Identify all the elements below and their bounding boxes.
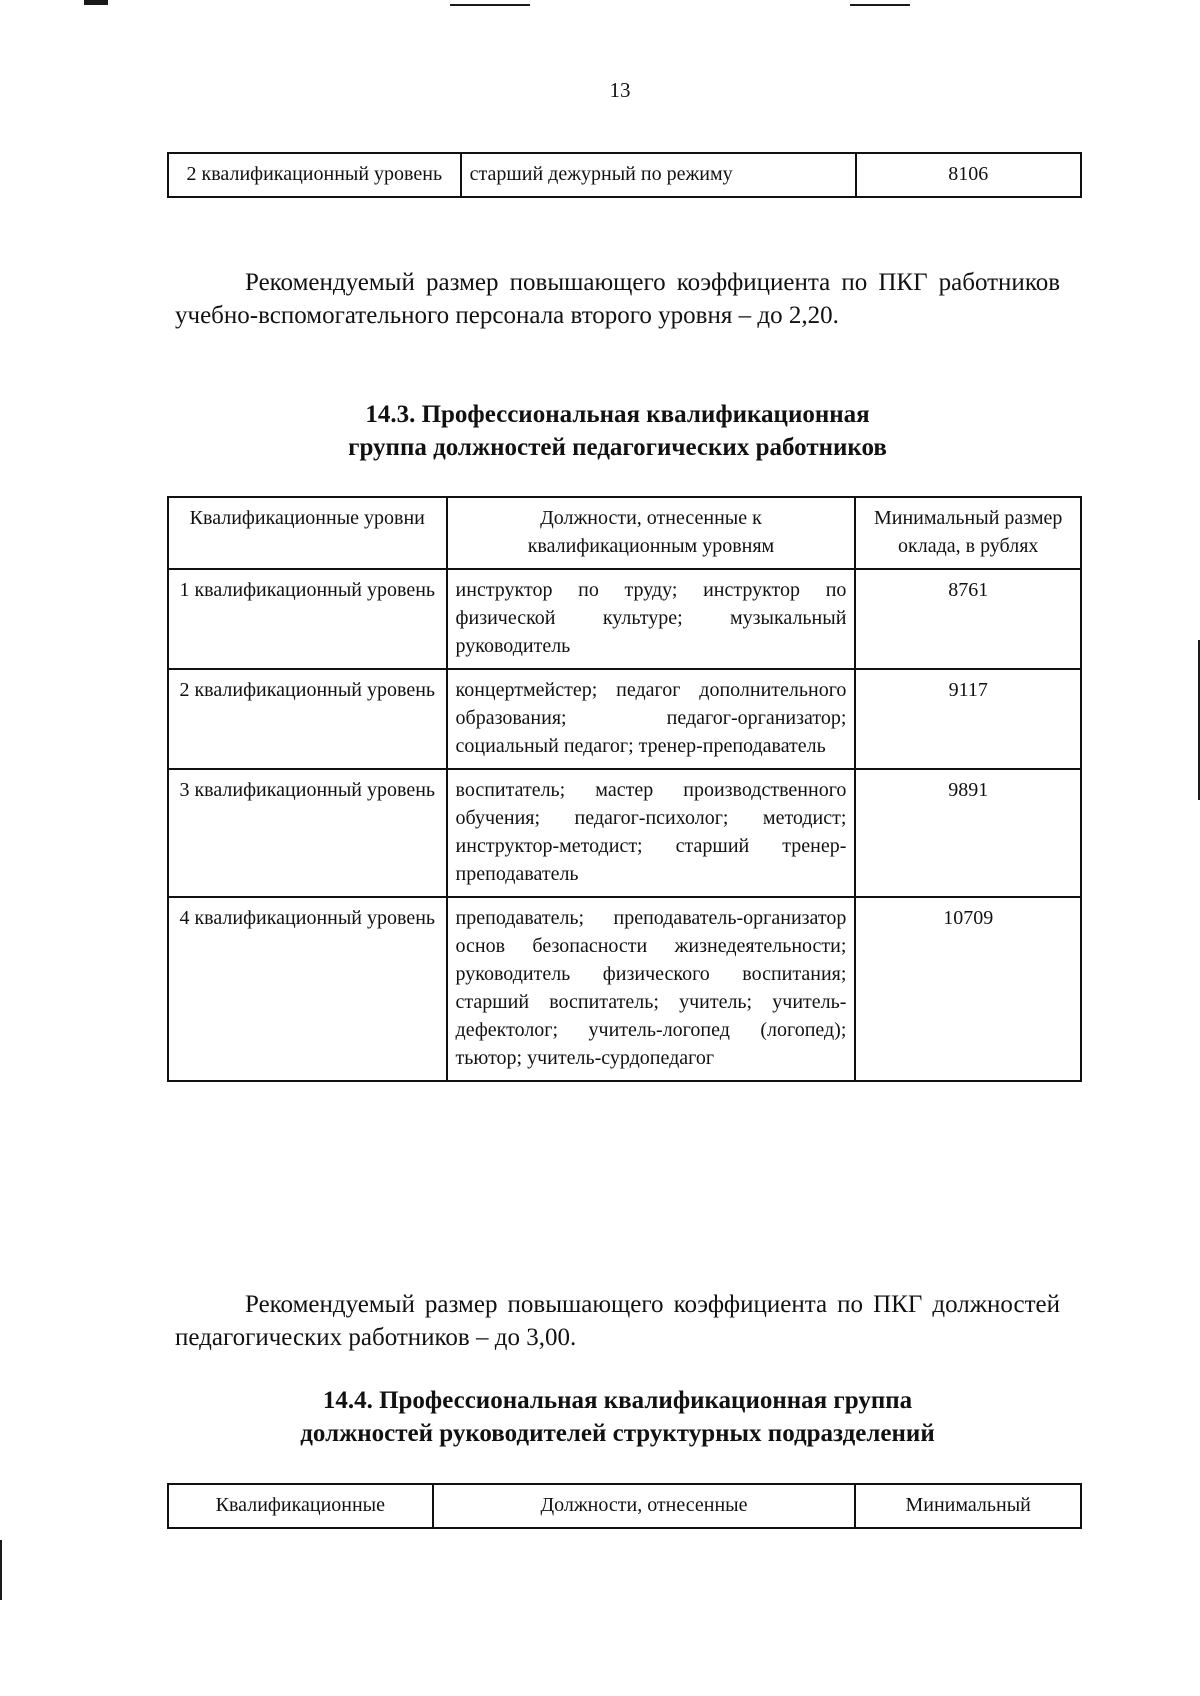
positions-cell: инструктор по труду; инструктор по физической культуре; музыкальный руководитель bbox=[447, 569, 856, 669]
table-row bbox=[168, 897, 1081, 1081]
table-row bbox=[168, 769, 1081, 897]
heading-line: 14.4. Профессиональная квалификационная группа bbox=[322, 1387, 913, 1414]
scan-mark bbox=[450, 4, 530, 6]
level-cell: 3 квалификационный уровень bbox=[168, 769, 447, 897]
scan-mark bbox=[0, 1540, 2, 1600]
salary-cell: 8106 bbox=[856, 153, 1081, 197]
salary-cell: 9891 bbox=[855, 769, 1081, 897]
header-positions: Должности, отнесенные к квалификационным уровням bbox=[447, 497, 856, 569]
pedagogical-staff-table bbox=[167, 496, 1082, 1082]
table-header-row bbox=[168, 497, 1081, 569]
salary-cell: 8761 bbox=[855, 569, 1081, 669]
header-levels: Квалификационные bbox=[168, 1484, 433, 1528]
heading-line: 14.3. Профессиональная квалификационная bbox=[365, 401, 870, 428]
header-positions: Должности, отнесенные bbox=[433, 1484, 856, 1528]
table-row bbox=[168, 153, 1081, 197]
recommendation-paragraph-2: Рекомендуемый размер повышающего коэффициента по ПКГ должностей педагогических работников – до 3,00. bbox=[175, 1291, 1060, 1351]
table-row bbox=[168, 669, 1081, 769]
page-number: 13 bbox=[609, 78, 631, 102]
positions-cell: концертмейстер; педагог дополнительного образования; педагог-организатор; социальный педагог; тренер-преподаватель bbox=[447, 669, 856, 769]
level-cell: 2 квалификационный уровень bbox=[168, 669, 447, 769]
level-cell: 2 квалификационный уровень bbox=[168, 153, 461, 197]
header-salary: Минимальный размер оклада, в рублях bbox=[855, 497, 1081, 569]
heading-line: должностей руководителей структурных подразделений bbox=[300, 1420, 935, 1447]
heading-line: группа должностей педагогических работников bbox=[348, 434, 887, 461]
recommendation-paragraph-1: Рекомендуемый размер повышающего коэффициента по ПКГ работников учебно-вспомогательного персонала второго уровня – до 2,20. bbox=[175, 269, 1060, 329]
department-heads-table bbox=[167, 1483, 1082, 1529]
positions-cell: старший дежурный по режиму bbox=[461, 153, 856, 197]
positions-cell: воспитатель; мастер производственного обучения; педагог-психолог; методист; инструктор-методист; старший тренер-преподаватель bbox=[447, 769, 856, 897]
salary-cell: 9117 bbox=[855, 669, 1081, 769]
top-table bbox=[167, 152, 1082, 198]
scan-mark bbox=[850, 4, 910, 6]
scan-mark bbox=[84, 0, 108, 5]
table-header-row bbox=[168, 1484, 1081, 1528]
section-14-4-heading bbox=[175, 1384, 1060, 1450]
table-row bbox=[168, 569, 1081, 669]
positions-cell: преподаватель; преподаватель-организатор основ безопасности жизнедеятельности; руководитель физического воспитания; старший воспитатель; учитель; учитель-дефектолог; учитель-логопед (логопед); тьютор; учитель-сурдопедагог bbox=[447, 897, 856, 1081]
section-14-3-heading bbox=[175, 398, 1060, 464]
header-salary: Минимальный bbox=[855, 1484, 1081, 1528]
level-cell: 1 квалификационный уровень bbox=[168, 569, 447, 669]
salary-cell: 10709 bbox=[855, 897, 1081, 1081]
level-cell: 4 квалификационный уровень bbox=[168, 897, 447, 1081]
header-levels: Квалификационные уровни bbox=[168, 497, 447, 569]
